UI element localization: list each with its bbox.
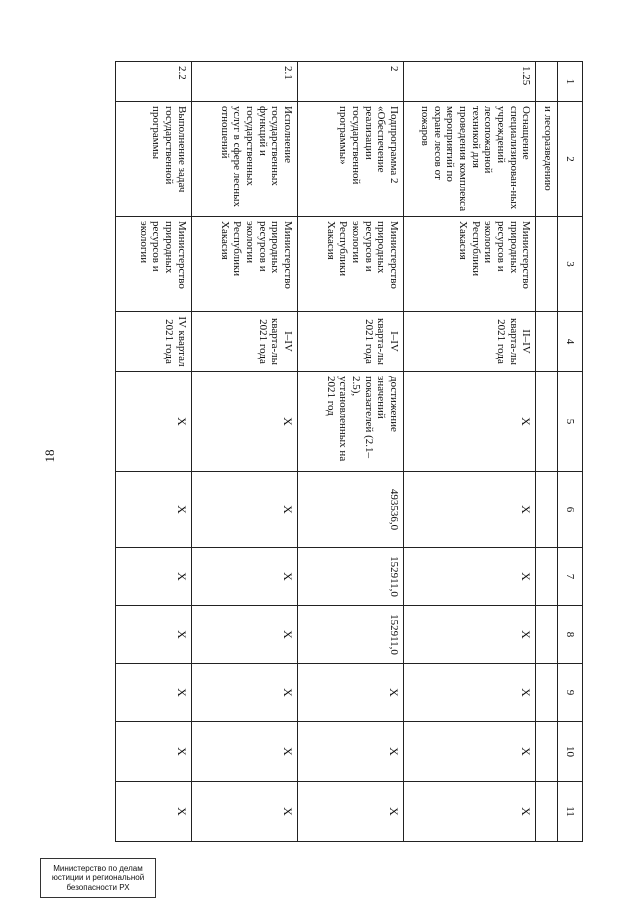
header-cell: 3 [557, 217, 582, 312]
header-cell: 11 [557, 782, 582, 842]
period: I–IV кварта-лы 2021 года [191, 312, 297, 372]
table-row [297, 62, 403, 842]
header-cell: 1 [557, 62, 582, 102]
result: достижение значений показателей (2.1–2.5), установленных на 2021 год [297, 372, 403, 472]
cell-11: Х [297, 782, 403, 842]
table-cell [536, 722, 558, 782]
continuation-row [536, 62, 558, 842]
cell-8: 152911,0 [297, 606, 403, 664]
cell-11: Х [191, 782, 297, 842]
cell-7: Х [116, 548, 192, 606]
period: IV квартал 2021 года [116, 312, 192, 372]
period: I–IV кварта-лы 2021 года [297, 312, 403, 372]
cell-8: Х [191, 606, 297, 664]
registration-stamp [40, 858, 156, 898]
header-cell: 2 [557, 102, 582, 217]
table-cell [536, 548, 558, 606]
header-cell: 9 [557, 664, 582, 722]
continuation-text: и лесоразведению [536, 102, 558, 217]
executor: Министерство природных ресурсов и экологии [116, 217, 192, 312]
cell-9: Х [116, 664, 192, 722]
header-cell: 7 [557, 548, 582, 606]
period: II–IV кварта-лы 2021 года [404, 312, 536, 372]
stamp-line: Министерство по делам [53, 863, 143, 873]
executor: Министерство природных ресурсов и экологии Республики Хакасия [404, 217, 536, 312]
table-row [191, 62, 297, 842]
cell-9: Х [297, 664, 403, 722]
measure-name: Выполнение задач государственной программы [116, 102, 192, 217]
table-cell [536, 472, 558, 548]
row-number: 2 [297, 62, 403, 102]
result: Х [116, 372, 192, 472]
header-cell: 4 [557, 312, 582, 372]
cell-10: Х [116, 722, 192, 782]
cell-8: Х [404, 606, 536, 664]
measure-name: Подпрограмма 2 «Обеспечение реализации государственной программы» [297, 102, 403, 217]
header-cell: 5 [557, 372, 582, 472]
cell-6: Х [116, 472, 192, 548]
cell-11: Х [116, 782, 192, 842]
row-number: 1.25 [404, 62, 536, 102]
header-cell: 8 [557, 606, 582, 664]
rotated-table-container [115, 61, 583, 841]
page-number: 18 [42, 449, 57, 463]
row-number: 2.2 [116, 62, 192, 102]
cell-6: 493536,0 [297, 472, 403, 548]
cell-10: Х [191, 722, 297, 782]
stamp-line: безопасности РХ [66, 882, 130, 892]
table-cell [536, 312, 558, 372]
program-table [115, 61, 583, 842]
header-cell: 10 [557, 722, 582, 782]
cell-7: Х [404, 548, 536, 606]
executor: Министерство природных ресурсов и экологии Республики Хакасия [297, 217, 403, 312]
cell-9: Х [404, 664, 536, 722]
table-header-row [557, 62, 582, 842]
executor: Министерство природных ресурсов и экологии Республики Хакасия [191, 217, 297, 312]
cell-8: Х [116, 606, 192, 664]
cell-6: Х [191, 472, 297, 548]
cell-10: Х [404, 722, 536, 782]
header-cell: 6 [557, 472, 582, 548]
table-cell [536, 62, 558, 102]
result: Х [404, 372, 536, 472]
cell-6: Х [404, 472, 536, 548]
table-cell [536, 217, 558, 312]
measure-name: Исполнение государственных функций и государственных услуг в сфере лесных отношений [191, 102, 297, 217]
cell-9: Х [191, 664, 297, 722]
stamp-line: юстиции и региональной [51, 873, 145, 883]
measure-name: Оснащение специализирован-ных учреждений лесопожарной техникой для проведения комплекса мероприятий по охране лесов от пожаров [404, 102, 536, 217]
cell-7: 152911,0 [297, 548, 403, 606]
table-cell [536, 664, 558, 722]
table-cell [536, 606, 558, 664]
table-cell [536, 372, 558, 472]
row-number: 2.1 [191, 62, 297, 102]
cell-10: Х [297, 722, 403, 782]
cell-7: Х [191, 548, 297, 606]
table-row [404, 62, 536, 842]
table-row [116, 62, 192, 842]
table-cell [536, 782, 558, 842]
cell-11: Х [404, 782, 536, 842]
result: Х [191, 372, 297, 472]
